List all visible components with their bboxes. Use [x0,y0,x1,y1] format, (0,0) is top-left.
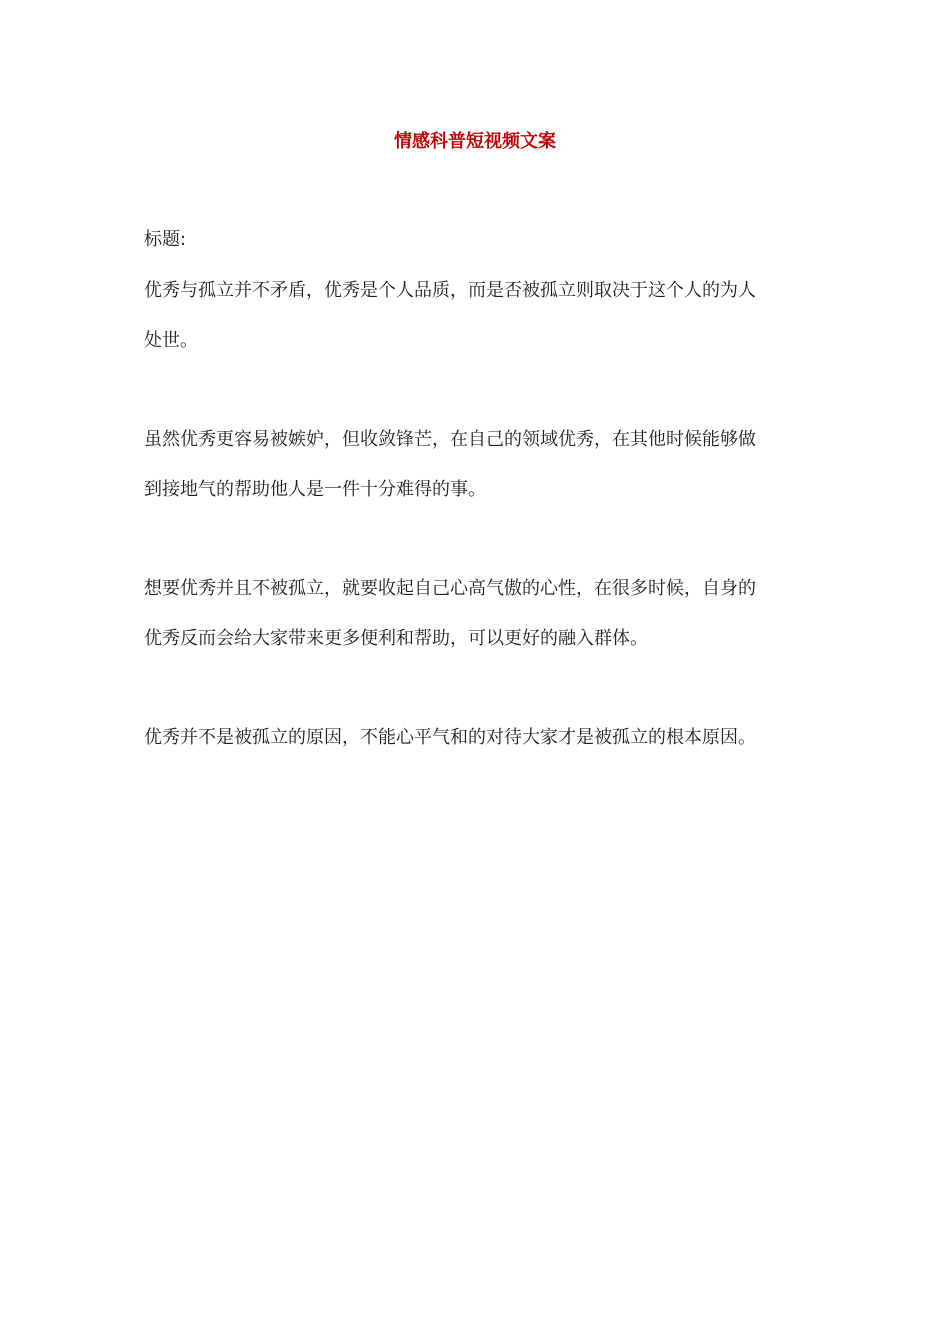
paragraph-line: 优秀并不是被孤立的原因，不能心平气和的对待大家才是被孤立的根本原因。 [144,727,756,748]
document-title: 情感科普短视频文案 [394,131,556,152]
paragraph-line: 处世。 [144,330,198,351]
paragraph-3 [144,564,812,664]
paragraph-1 [144,266,812,366]
paragraph-line: 到接地气的帮助他人是一件十分难得的事。 [144,479,486,500]
section-label: 标题: [144,229,187,250]
paragraph-2 [144,415,812,515]
paragraph-line: 优秀与孤立并不矛盾，优秀是个人品质，而是否被孤立则取决于这个人的为人 [144,280,756,301]
paragraph-line: 想要优秀并且不被孤立，就要收起自己心高气傲的心性，在很多时候，自身的 [144,578,756,599]
paragraph-line: 优秀反而会给大家带来更多便利和帮助，可以更好的融入群体。 [144,628,648,649]
paragraph-line: 虽然优秀更容易被嫉妒，但收敛锋芒，在自己的领域优秀，在其他时候能够做 [144,429,756,450]
paragraph-4 [144,713,812,763]
